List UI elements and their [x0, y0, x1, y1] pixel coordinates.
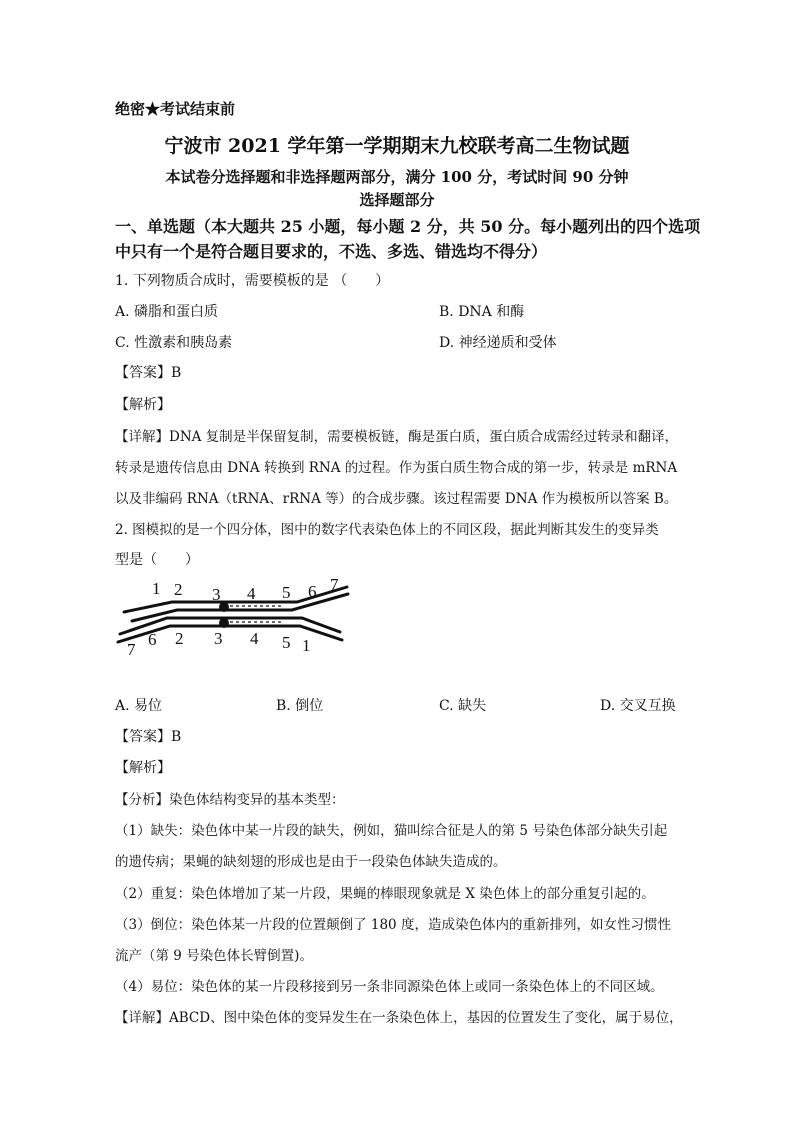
q2-option-d: D. 交叉互换 — [600, 698, 676, 714]
q1-detail-line-3: 以及非编码 RNA（tRNA、rRNA 等）的合成步骤。该过程需要 DNA 作为模板所以答案 B。 — [115, 491, 678, 507]
bottom-label-1: 1 — [302, 636, 311, 655]
q1-option-d: D. 神经递质和受体 — [439, 335, 557, 351]
secret-label: 绝密★考试结束前 — [115, 100, 236, 118]
bottom-label-2: 2 — [175, 629, 184, 648]
q2-analysis-intro: 【分析】染色体结构变异的基本类型： — [115, 792, 345, 808]
centromere-upper — [219, 602, 229, 612]
q1-option-c: C. 性激素和胰岛素 — [115, 335, 233, 351]
top-label-5: 5 — [282, 583, 291, 602]
q1-detail-line-1: 【详解】DNA 复制是半保留复制，需要模板链，酶是蛋白质，蛋白质合成需经过转录和翻译， — [115, 429, 679, 445]
q2-answer: 【答案】B — [115, 729, 182, 745]
q2-detail: 【详解】ABCD、图中染色体的变异发生在一条染色体上，基因的位置发生了变化，属于易位， — [115, 1010, 683, 1026]
page-title: 宁波市 2021 学年第一学期期末九校联考高二生物试题 — [164, 135, 630, 157]
q2-point-4: （4）易位：染色体的某一片段移接到另一条非同源染色体上或同一条染色体上的不同区域。 — [115, 979, 664, 995]
top-label-4: 4 — [247, 584, 256, 603]
bottom-label-5: 5 — [282, 633, 291, 652]
chromatid-dashes — [230, 606, 282, 622]
q2-point-3-line-2: 流产（第 9 号染色体长臂倒置)。 — [115, 948, 313, 964]
q1-stem: 1. 下列物质合成时，需要模板的是 （ ） — [115, 273, 390, 289]
tetrad-figure — [112, 572, 362, 662]
q2-point-1-line-1: （1）缺失：染色体中某一片段的缺失，例如，猫叫综合征是人的第 5 号染色体部分缺失引起 — [115, 823, 668, 839]
q1-option-a: A. 磷脂和蛋白质 — [115, 304, 219, 320]
instructions-line-2: 中只有一个是符合题目要求的，不选、多选、错选均不得分） — [115, 242, 548, 261]
q2-point-3-line-1: （3）倒位：染色体某一片段的位置颠倒了 180 度，造成染色体内的重新排列，如女性习惯性 — [115, 917, 671, 933]
top-label-3: 3 — [212, 585, 221, 604]
q2-point-1-line-2: 的遗传病；果蝇的缺刻翅的形成也是由于一段染色体缺失造成的。 — [115, 854, 507, 870]
section-title: 选择题部分 — [359, 191, 435, 209]
q2-option-c: C. 缺失 — [439, 698, 487, 714]
exam-subtitle: 本试卷分选择题和非选择题两部分，满分 100 分，考试时间 90 分钟 — [165, 168, 629, 186]
top-label-2: 2 — [174, 580, 183, 599]
q1-answer: 【答案】B — [115, 365, 182, 381]
bottom-label-4: 4 — [250, 629, 259, 648]
top-label-1: 1 — [152, 579, 161, 598]
centromere-lower — [219, 618, 229, 628]
q2-point-2: （2）重复：染色体增加了某一片段，果蝇的棒眼现象就是 X 染色体上的部分重复引起的。 — [115, 886, 655, 902]
q2-option-a: A. 易位 — [115, 698, 163, 714]
bottom-label-3: 3 — [214, 629, 223, 648]
bottom-label-7: 7 — [127, 640, 136, 659]
q1-detail-line-2: 转录是遗传信息由 DNA 转换到 RNA 的过程。作为蛋白质生物合成的第一步，转录是 mRNA — [115, 460, 678, 476]
q1-option-b: B. DNA 和酶 — [439, 304, 525, 320]
q1-analysis-label: 【解析】 — [115, 397, 171, 413]
q2-stem-line-2: 型是（ ） — [115, 552, 199, 568]
q2-option-b: B. 倒位 — [276, 698, 324, 714]
top-label-7: 7 — [330, 575, 339, 594]
bottom-label-6: 6 — [148, 630, 157, 649]
instructions-line-1: 一、单选题（本大题共 25 小题，每小题 2 分，共 50 分。每小题列出的四个选项 — [115, 217, 701, 236]
q2-stem-line-1: 2. 图模拟的是一个四分体，图中的数字代表染色体上的不同区段，据此判断其发生的变异类 — [115, 522, 659, 538]
top-label-6: 6 — [308, 582, 317, 601]
q2-analysis-label: 【解析】 — [115, 760, 171, 776]
